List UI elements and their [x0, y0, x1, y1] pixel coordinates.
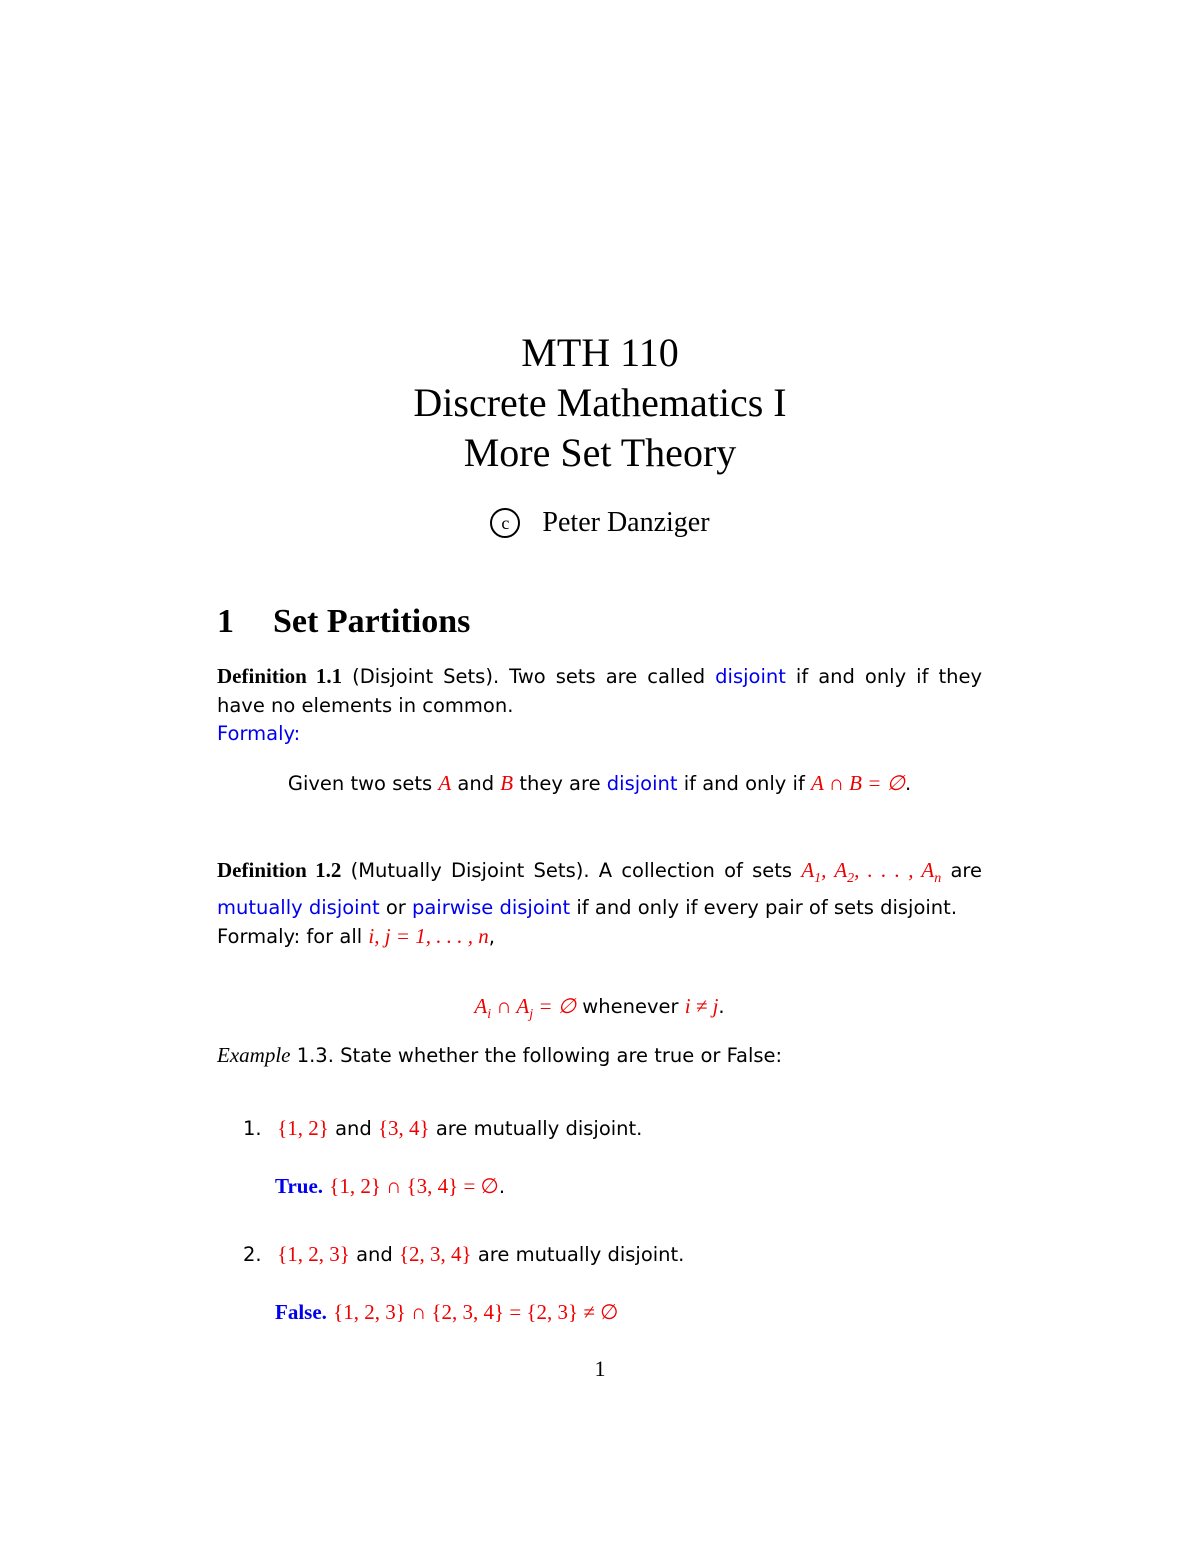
verdict: True.: [275, 1174, 324, 1198]
math-expression: i ≠ j: [684, 994, 719, 1018]
math-set: {1, 2, 3}: [277, 1242, 350, 1266]
list-marker: 1.: [243, 1117, 262, 1140]
list-marker: 2.: [243, 1243, 262, 1266]
formal-label: Formaly: for all: [217, 925, 363, 949]
formal-text: they are: [519, 772, 601, 795]
example-number: 1.3.: [296, 1044, 334, 1067]
definition-term: disjoint: [715, 665, 786, 688]
formal-end: .: [904, 772, 912, 795]
definition-label: Definition 1.1: [217, 664, 343, 688]
math-expression: {1, 2} ∩ {3, 4} = ∅: [329, 1174, 499, 1198]
math-var: B: [500, 771, 514, 795]
formal-end: .: [718, 995, 725, 1018]
definition-text: if and only if every pair of sets disjoint.: [576, 895, 958, 919]
author-line: [0, 505, 1200, 541]
formal-text: Given two sets: [287, 772, 433, 795]
definition-text: Two sets are called: [509, 665, 706, 688]
course-title: MTH 110: [521, 330, 679, 375]
definition-text: are: [950, 859, 983, 882]
definition-name: (Disjoint Sets).: [352, 665, 500, 688]
math-expression: $A_i$ ∩ $A_j$ = ∅: [474, 994, 577, 1023]
example-label: Example: [217, 1043, 291, 1067]
definition-name: (Mutually Disjoint Sets).: [350, 859, 590, 882]
definition-1-2: [217, 856, 982, 952]
example-prompt: State whether the following are true or False:: [340, 1044, 783, 1067]
example-1-3: [217, 1041, 982, 1071]
list-text: and: [335, 1117, 372, 1140]
definition-text: if and only if they have no elements in common.: [217, 665, 982, 717]
list-text: are mutually disjoint.: [435, 1117, 643, 1140]
page-number: 1: [594, 1356, 606, 1381]
answer-end: .: [498, 1175, 506, 1198]
math-set: {1, 2}: [277, 1116, 329, 1140]
formal-text: if and only if: [683, 772, 805, 795]
answer-1: [275, 1172, 505, 1201]
list-item: [243, 1240, 684, 1269]
title-block: [0, 328, 1200, 478]
definition-term: mutually disjoint: [217, 895, 380, 919]
math-set: {3, 4}: [377, 1116, 430, 1140]
definition-text: A collection of sets: [598, 859, 793, 882]
math-var: A: [438, 771, 452, 795]
verdict: False.: [275, 1300, 327, 1324]
definition-label: Definition 1.2: [217, 858, 342, 882]
math-expression: A ∩ B = ∅: [811, 771, 905, 795]
formal-text: whenever: [582, 995, 679, 1018]
definition-1-1-formal: [217, 769, 982, 798]
definition-1-1: [217, 662, 982, 749]
definition-text: or: [385, 895, 406, 919]
math-expression: i, j = 1, . . . , n: [368, 924, 489, 949]
course-subtitle: Discrete Mathematics I: [413, 380, 787, 425]
formal-text: and: [457, 772, 495, 795]
copyright-icon: c: [490, 508, 520, 538]
formal-end: ,: [488, 925, 495, 949]
math-set: {2, 3, 4}: [398, 1242, 472, 1266]
section-heading: [217, 600, 470, 644]
answer-2: [275, 1298, 618, 1327]
section-title: Set Partitions: [273, 603, 471, 640]
author-name: Peter Danziger: [542, 507, 710, 538]
document-topic: More Set Theory: [463, 430, 737, 475]
section-number: 1: [217, 603, 234, 640]
list-text: and: [356, 1243, 393, 1266]
formal-label: Formaly:: [217, 722, 301, 745]
definition-term: pairwise disjoint: [411, 895, 571, 919]
math-expression: $A_1$, $A_2$, . . . , $A_n$: [801, 858, 942, 887]
math-expression: {1, 2, 3} ∩ {2, 3, 4} = {2, 3} ≠ ∅: [333, 1300, 619, 1324]
definition-1-2-formal: [217, 992, 982, 1029]
definition-term: disjoint: [606, 772, 678, 795]
list-item: [243, 1114, 642, 1143]
list-text: are mutually disjoint.: [477, 1243, 685, 1266]
